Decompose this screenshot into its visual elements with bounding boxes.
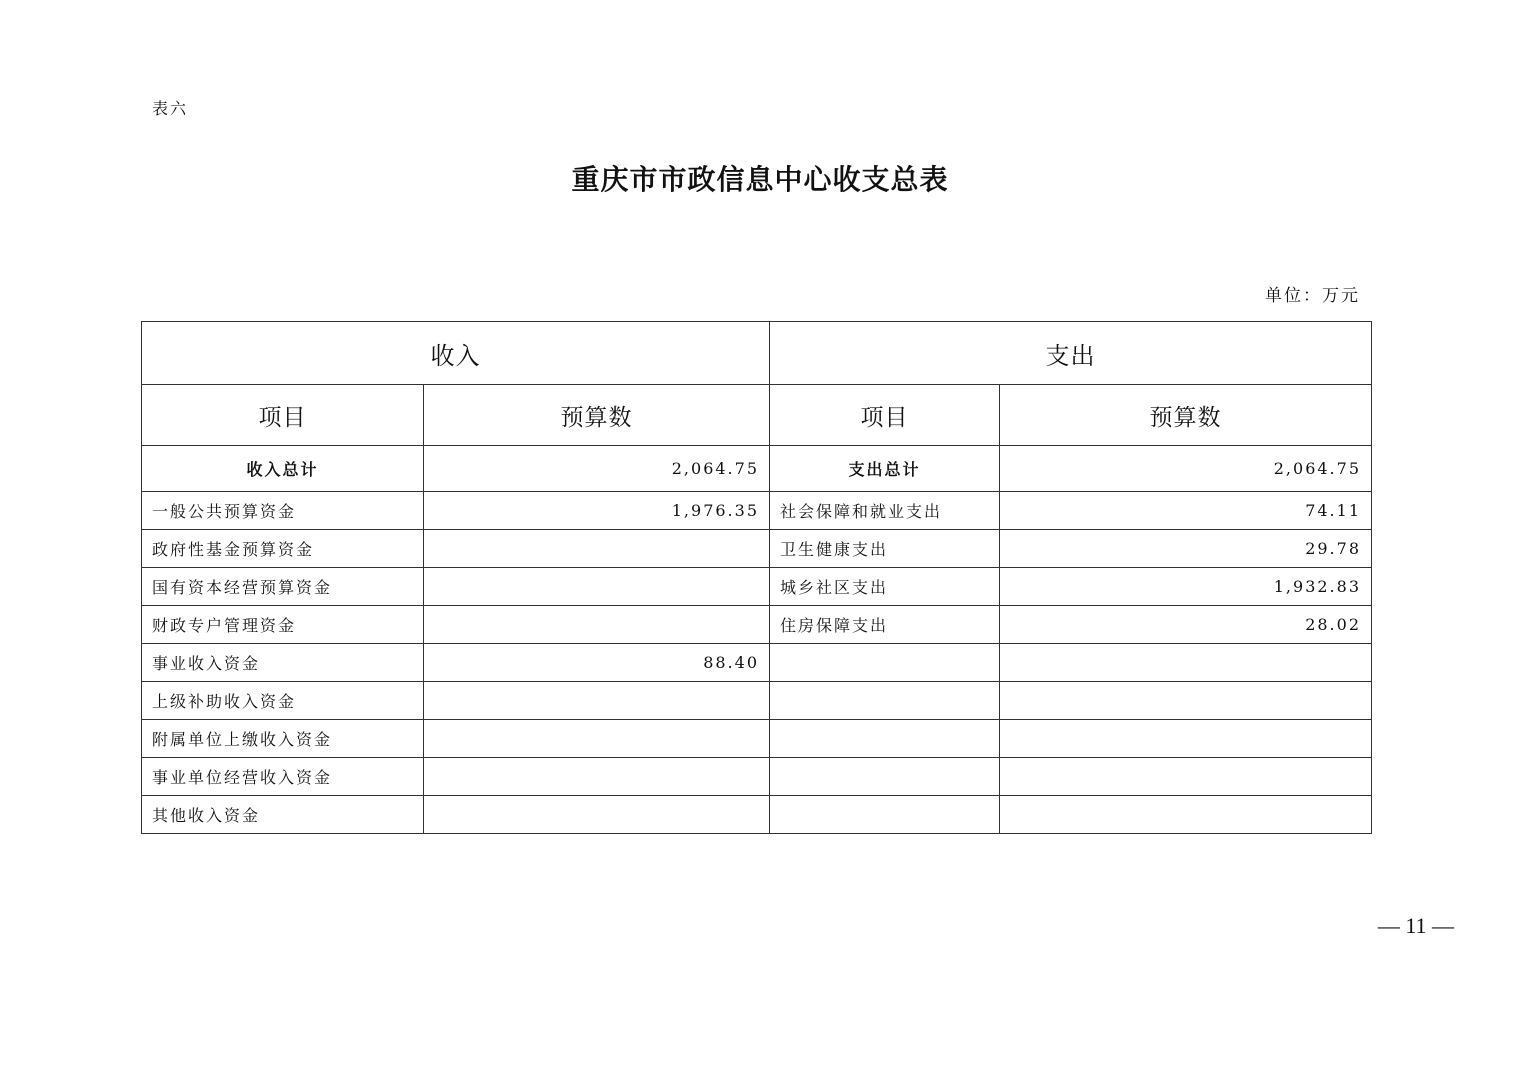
expense-item-cell	[770, 682, 1000, 720]
expense-item-cell: 住房保障支出	[770, 606, 1000, 644]
expense-total-label: 支出总计	[770, 446, 1000, 492]
table-row	[142, 568, 1372, 606]
expense-item-cell	[770, 720, 1000, 758]
expense-value-cell: 1,932.83	[1000, 568, 1372, 606]
income-value-cell: 1,976.35	[424, 492, 770, 530]
table-label: 表六	[152, 99, 189, 118]
income-value-cell	[424, 682, 770, 720]
expense-value-cell: 74.11	[1000, 492, 1372, 530]
expense-item-cell: 卫生健康支出	[770, 530, 1000, 568]
income-value-cell	[424, 720, 770, 758]
table-row	[142, 682, 1372, 720]
expense-budget-column-header: 预算数	[1000, 385, 1372, 446]
expense-item-cell	[770, 796, 1000, 834]
income-value-cell: 88.40	[424, 644, 770, 682]
expense-value-cell	[1000, 682, 1372, 720]
income-total-value: 2,064.75	[424, 446, 770, 492]
income-item-cell: 财政专户管理资金	[142, 606, 424, 644]
income-value-cell	[424, 796, 770, 834]
page-title: 重庆市市政信息中心收支总表	[571, 163, 949, 196]
page-number: — 11 —	[1377, 913, 1454, 938]
expense-total-value: 2,064.75	[1000, 446, 1372, 492]
expense-value-cell	[1000, 758, 1372, 796]
income-item-cell: 国有资本经营预算资金	[142, 568, 424, 606]
income-item-cell: 其他收入资金	[142, 796, 424, 834]
table-row	[142, 492, 1372, 530]
section-header-row	[142, 322, 1372, 385]
income-value-cell	[424, 568, 770, 606]
expense-item-cell	[770, 758, 1000, 796]
column-header-row	[142, 385, 1372, 446]
expense-value-cell	[1000, 644, 1372, 682]
unit-label: 单位：万元	[1265, 286, 1360, 306]
income-value-cell	[424, 758, 770, 796]
expense-value-cell: 29.78	[1000, 530, 1372, 568]
table-row	[142, 530, 1372, 568]
income-value-cell	[424, 606, 770, 644]
expense-item-column-header: 项目	[770, 385, 1000, 446]
income-item-cell: 一般公共预算资金	[142, 492, 424, 530]
income-value-cell	[424, 530, 770, 568]
table-row	[142, 796, 1372, 834]
income-item-cell: 上级补助收入资金	[142, 682, 424, 720]
budget-summary-table	[141, 321, 1372, 834]
expense-item-cell	[770, 644, 1000, 682]
table-row	[142, 644, 1372, 682]
table-row	[142, 606, 1372, 644]
expense-value-cell: 28.02	[1000, 606, 1372, 644]
total-row	[142, 446, 1372, 492]
income-total-label: 收入总计	[142, 446, 424, 492]
income-item-cell: 政府性基金预算资金	[142, 530, 424, 568]
income-section-header: 收入	[142, 322, 770, 385]
income-item-cell: 附属单位上缴收入资金	[142, 720, 424, 758]
expense-value-cell	[1000, 720, 1372, 758]
expense-item-cell: 社会保障和就业支出	[770, 492, 1000, 530]
income-item-cell: 事业收入资金	[142, 644, 424, 682]
expense-section-header: 支出	[770, 322, 1372, 385]
income-item-cell: 事业单位经营收入资金	[142, 758, 424, 796]
income-budget-column-header: 预算数	[424, 385, 770, 446]
income-item-column-header: 项目	[142, 385, 424, 446]
table-row	[142, 720, 1372, 758]
table-row	[142, 758, 1372, 796]
expense-item-cell: 城乡社区支出	[770, 568, 1000, 606]
expense-value-cell	[1000, 796, 1372, 834]
